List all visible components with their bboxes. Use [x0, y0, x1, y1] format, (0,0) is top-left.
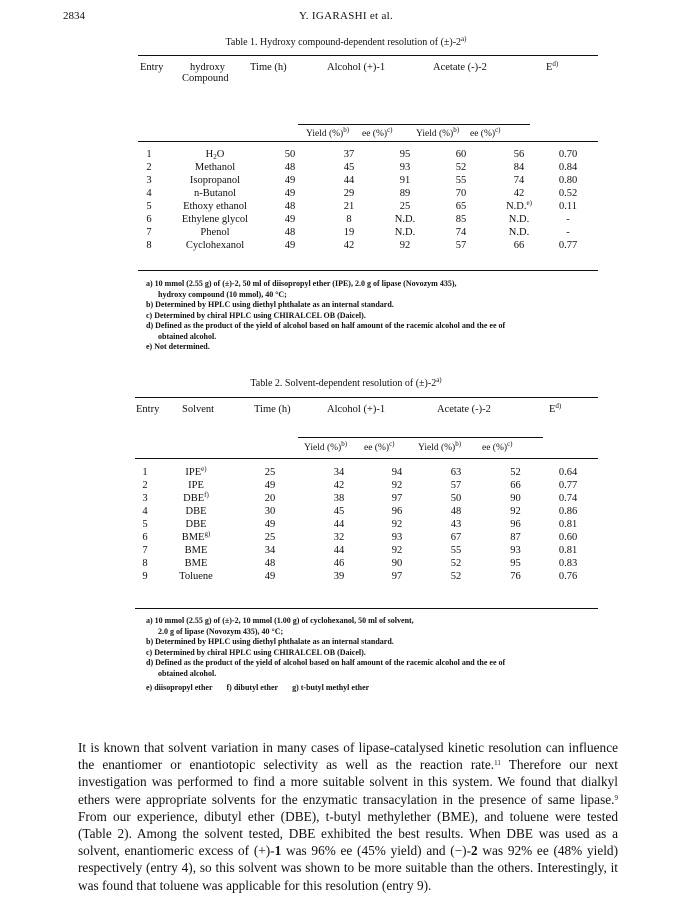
entry-cell: 6 [146, 214, 152, 225]
t1-head-b-yield: Yield (%)$^{b)}$ [416, 126, 460, 139]
table-row [138, 213, 598, 226]
entry-cell: 8 [146, 240, 152, 251]
table1-caption: Table 1. Hydroxy compound-dependent resolution of $(\pm)-2^{a)}$ [225, 35, 467, 48]
alcohol-ee-cell: 92 [399, 240, 411, 251]
acetate-yield-cell: 74 [455, 227, 467, 238]
alcohol-ee-cell: 96 [391, 506, 403, 517]
alcohol-yield-cell: 45 [343, 162, 355, 173]
alcohol-ee-cell: 93 [399, 162, 411, 173]
entry-cell: 1 [142, 467, 148, 478]
acetate-ee-cell: 56 [513, 149, 525, 160]
table-row [138, 200, 598, 213]
table-row [135, 492, 598, 505]
e-value-cell: 0.60 [558, 532, 578, 543]
t1-note-b: b) Determined by HPLC using diethyl phthalate as an internal standard. [146, 300, 394, 309]
acetate-ee-cell: 93 [510, 545, 521, 556]
t1-head-a-ee: ee (%)$^{c)}$ [362, 126, 393, 139]
table-row [138, 239, 598, 252]
t2-head-acetate: Acetate (-)-2 [437, 404, 491, 415]
t1-head-alcohol: Alcohol (+)-1 [327, 62, 386, 73]
alcohol-yield-cell: 32 [333, 532, 345, 543]
t1-note-a-cont: hydroxy compound (10 mmol), 40 °C; [158, 289, 287, 299]
compound-cell: Isopropanol [189, 175, 241, 186]
table-row [135, 557, 598, 570]
solvent-cell: DBE [185, 519, 207, 530]
solvent-cell: DBE [185, 506, 207, 517]
acetate-ee-cell: 87 [510, 532, 521, 543]
alcohol-ee-cell: 97 [391, 493, 403, 504]
table-row [138, 174, 598, 187]
acetate-ee-cell: 52 [510, 467, 521, 478]
t2-abbrev-e: e) diisopropyl ether [146, 683, 213, 692]
alcohol-yield-cell: 8 [346, 214, 352, 225]
table1-body [138, 148, 598, 252]
t1-head-hydroxy: hydroxy [190, 62, 225, 73]
table2-body [135, 466, 598, 583]
acetate-ee-cell: 66 [510, 480, 521, 491]
compound-cell: Phenol [200, 227, 230, 238]
acetate-yield-cell: 52 [450, 571, 462, 582]
e-value-cell: 0.77 [558, 480, 578, 491]
compound-cell: $H_2O$ [205, 149, 225, 161]
table2-caption: Table 2. Solvent-dependent resolution of $(\pm)-2^{a)}$ [250, 376, 442, 389]
table-row [135, 570, 598, 583]
time-cell: 49 [284, 240, 296, 251]
acetate-yield-cell: 60 [455, 149, 467, 160]
entry-cell: 4 [142, 506, 148, 517]
time-cell: 49 [284, 214, 296, 225]
t1-head-acetate: Acetate (-)-2 [433, 62, 487, 73]
e-value-cell: 0.83 [558, 558, 578, 569]
time-cell: 48 [284, 162, 296, 173]
acetate-yield-cell: 57 [450, 480, 462, 491]
t2-head-a-yield: Yield (%)$^{b)}$ [304, 440, 348, 453]
entry-cell: 3 [146, 175, 152, 186]
alcohol-yield-cell: 21 [343, 201, 355, 212]
t1-note-c: c) Determined by chiral HPLC using CHIRALCEL OB (Daicel). [146, 310, 366, 320]
t2-head-time: Time (h) [254, 404, 291, 415]
alcohol-ee-cell: N.D. [394, 227, 416, 238]
t1-head-e: $E^{d)}$ [546, 60, 559, 73]
e-value-cell: 0.77 [558, 240, 578, 251]
alcohol-yield-cell: 46 [333, 558, 345, 569]
e-value-cell: 0.11 [559, 201, 577, 212]
entry-cell: 3 [142, 493, 148, 504]
entry-cell: 7 [146, 227, 152, 238]
time-cell: 20 [264, 493, 276, 504]
solvent-cell: BME$^{g)}$ [181, 530, 211, 543]
acetate-yield-cell: 67 [450, 532, 462, 543]
table1-sub-rule [298, 124, 530, 125]
acetate-yield-cell: 55 [455, 175, 467, 186]
table1-notes [146, 279, 566, 353]
acetate-ee-cell: 90 [510, 493, 521, 504]
e-value-cell: 0.86 [558, 506, 578, 517]
t1-head-compound: Compound [182, 73, 229, 84]
alcohol-ee-cell: 92 [391, 545, 403, 556]
acetate-yield-cell: 48 [450, 506, 462, 517]
alcohol-ee-cell: 91 [399, 175, 411, 186]
entry-cell: 7 [142, 545, 148, 556]
time-cell: 49 [284, 175, 296, 186]
t2-note-d-cont: obtained alcohol. [158, 668, 217, 678]
e-value-cell: 0.74 [558, 493, 578, 504]
table1-bottom-rule [138, 270, 598, 271]
alcohol-ee-cell: 95 [399, 149, 411, 160]
acetate-yield-cell: 55 [450, 545, 462, 556]
alcohol-ee-cell: 89 [399, 188, 411, 199]
alcohol-ee-cell: 93 [391, 532, 403, 543]
acetate-ee-cell: 96 [510, 519, 521, 530]
table2-header-rule [135, 458, 598, 459]
e-value-cell: 0.52 [558, 188, 578, 199]
t1-head-entry: Entry [140, 62, 164, 73]
alcohol-yield-cell: 34 [333, 467, 345, 478]
t2-abbrev-line [146, 683, 566, 694]
entry-cell: 5 [142, 519, 148, 530]
table2-notes [146, 616, 566, 694]
compound-cell: Cyclohexanol [185, 240, 245, 251]
acetate-yield-cell: 70 [455, 188, 467, 199]
t1-head-a-yield: Yield (%)$^{b)}$ [306, 126, 350, 139]
t2-head-e: $E^{d)}$ [549, 402, 562, 415]
e-value-cell: 0.64 [558, 467, 578, 478]
alcohol-ee-cell: 94 [391, 467, 403, 478]
acetate-yield-cell: 65 [455, 201, 467, 212]
entry-cell: 4 [146, 188, 152, 199]
alcohol-yield-cell: 42 [333, 480, 345, 491]
compound-cell: Ethylene glycol [181, 214, 249, 225]
alcohol-ee-cell: 92 [391, 519, 403, 530]
acetate-ee-cell: N.D. [508, 214, 530, 225]
entry-cell: 8 [142, 558, 148, 569]
alcohol-yield-cell: 44 [343, 175, 355, 186]
solvent-cell: IPE$^{e)}$ [185, 465, 207, 478]
entry-cell: 5 [146, 201, 152, 212]
entry-cell: 2 [142, 480, 148, 491]
alcohol-yield-cell: 19 [343, 227, 355, 238]
time-cell: 48 [284, 227, 296, 238]
time-cell: 48 [264, 558, 276, 569]
time-cell: 25 [264, 467, 276, 478]
solvent-cell: DBE$^{f)}$ [183, 491, 209, 504]
e-value-cell: 0.70 [558, 149, 578, 160]
table-row [135, 505, 598, 518]
page-number: 2834 [63, 10, 85, 22]
alcohol-ee-cell: 92 [391, 480, 403, 491]
table-row [138, 161, 598, 174]
alcohol-yield-cell: 44 [333, 519, 345, 530]
table-row [135, 544, 598, 557]
time-cell: 48 [284, 201, 296, 212]
acetate-yield-cell: 52 [455, 162, 467, 173]
t2-note-b: b) Determined by HPLC using diethyl phthalate as an internal standard. [146, 637, 394, 646]
entry-cell: 1 [146, 149, 152, 160]
t2-head-solvent: Solvent [182, 404, 215, 415]
running-head: Y. IGARASHI et al. [298, 10, 394, 22]
t1-note-d-cont: obtained alcohol. [158, 331, 217, 341]
entry-cell: 2 [146, 162, 152, 173]
table2-sub-rule [298, 437, 543, 438]
time-cell: 49 [264, 519, 276, 530]
acetate-yield-cell: 57 [455, 240, 467, 251]
t2-head-a-ee: ee (%)$^{c)}$ [364, 440, 395, 453]
alcohol-yield-cell: 29 [343, 188, 355, 199]
entry-cell: 6 [142, 532, 148, 543]
acetate-yield-cell: 85 [455, 214, 467, 225]
t2-head-entry: Entry [136, 404, 160, 415]
e-value-cell: 0.84 [558, 162, 578, 173]
time-cell: 50 [284, 149, 296, 160]
alcohol-yield-cell: 44 [333, 545, 345, 556]
t1-note-e: e) Not determined. [146, 342, 210, 351]
e-value-cell: - [566, 227, 570, 238]
t2-abbrev-g: g) t-butyl methyl ether [292, 683, 370, 692]
solvent-cell: BME [184, 545, 208, 556]
solvent-cell: IPE [188, 480, 204, 491]
t2-head-alcohol: Alcohol (+)-1 [327, 404, 386, 415]
table-row [138, 226, 598, 239]
acetate-ee-cell: 84 [513, 162, 525, 173]
acetate-ee-cell: 76 [510, 571, 521, 582]
e-value-cell: - [566, 214, 570, 225]
acetate-yield-cell: 52 [450, 558, 462, 569]
alcohol-ee-cell: 97 [391, 571, 403, 582]
table-row [138, 148, 598, 161]
table2-top-rule [135, 397, 598, 398]
acetate-ee-cell: 66 [513, 240, 525, 251]
table-row [135, 466, 598, 479]
entry-cell: 9 [142, 571, 148, 582]
acetate-yield-cell: 63 [450, 467, 462, 478]
t1-note-a: a) 10 mmol (2.55 g) of (±)-2, 50 ml of diisopropyl ether (IPE), 2.0 g of lipase (Novozym 435), [146, 279, 457, 288]
time-cell: 34 [264, 545, 276, 556]
acetate-ee-cell: 42 [513, 188, 525, 199]
t2-head-b-yield: Yield (%)$^{b)}$ [418, 440, 462, 453]
alcohol-yield-cell: 38 [333, 493, 345, 504]
t2-head-b-ee: ee (%)$^{c)}$ [482, 440, 513, 453]
time-cell: 49 [264, 571, 276, 582]
table2-bottom-rule [135, 608, 598, 609]
alcohol-yield-cell: 37 [343, 149, 355, 160]
t2-note-a: a) 10 mmol (2.55 g) of (±)-2, 10 mmol (1.00 g) of cyclohexanol, 50 ml of solvent, [146, 616, 414, 625]
solvent-cell: BME [184, 558, 208, 569]
alcohol-yield-cell: 45 [333, 506, 345, 517]
time-cell: 49 [284, 188, 296, 199]
table1-top-rule [138, 55, 598, 56]
t1-head-b-ee: ee (%)$^{c)}$ [470, 126, 501, 139]
t2-note-c: c) Determined by chiral HPLC using CHIRALCEL OB (Daicel). [146, 647, 366, 657]
acetate-ee-cell: 74 [513, 175, 525, 186]
t1-head-time: Time (h) [250, 62, 287, 73]
alcohol-ee-cell: 90 [391, 558, 403, 569]
alcohol-yield-cell: 39 [333, 571, 345, 582]
acetate-ee-cell: N.D.$^{e)}$ [506, 199, 532, 212]
compound-cell: Methanol [194, 162, 236, 173]
e-value-cell: 0.81 [558, 519, 578, 530]
e-value-cell: 0.80 [558, 175, 578, 186]
solvent-cell: Toluene [179, 571, 213, 582]
time-cell: 30 [264, 506, 276, 517]
t2-note-d: d) Defined as the product of the yield of alcohol based on half amount of the racemic alcohol and the ee of [146, 658, 506, 667]
time-cell: 25 [264, 532, 276, 543]
body-paragraph: It is known that solvent variation in many cases of lipase-catalysed kinetic resolution can influence the enantiomer or enantiotopic selectivity as well as the reaction rate.$^{11}$ Therefore our next investigation was performed to find a more suitable solvent in this system. We found that dialkyl ethers were appropriate solvents for the enzymatic transacylation in the presence of same lipase.$^9$ From our experience, dibutyl ether (DBE), t-butyl methylether (BME), and toluene were tested (Table 2). Among the solvent tested, DBE exhibited the best results. When DBE was used as a solvent, enantiomeric excess of (+)-1 was 96% ee (45% yield) and (−)-2 was 92% ee (48% yield) respectively (entry 4), so this solvent was shown to be more suitable than the others. Interestingly, it was found that toluene was applicable for this resolution (entry 9). [78, 740, 618, 893]
acetate-ee-cell: 92 [510, 506, 521, 517]
acetate-yield-cell: 50 [450, 493, 462, 504]
alcohol-ee-cell: N.D. [394, 214, 416, 225]
table1-header-rule [138, 141, 598, 142]
e-value-cell: 0.76 [558, 571, 578, 582]
t2-abbrev-f: f) dibutyl ether [226, 683, 279, 692]
acetate-ee-cell: 95 [510, 558, 521, 569]
compound-cell: n-Butanol [194, 188, 236, 199]
compound-cell: Ethoxy ethanol [183, 201, 247, 212]
e-value-cell: 0.81 [558, 545, 578, 556]
time-cell: 49 [264, 480, 276, 491]
alcohol-yield-cell: 42 [343, 240, 355, 251]
table-row [135, 531, 598, 544]
t1-note-d: d) Defined as the product of the yield of alcohol based on half amount of the racemic alcohol and the ee of [146, 321, 506, 330]
acetate-ee-cell: N.D. [508, 227, 530, 238]
alcohol-ee-cell: 25 [399, 201, 411, 212]
t2-note-a-cont: 2.0 g of lipase (Novozym 435), 40 °C; [158, 626, 284, 636]
acetate-yield-cell: 43 [450, 519, 462, 530]
